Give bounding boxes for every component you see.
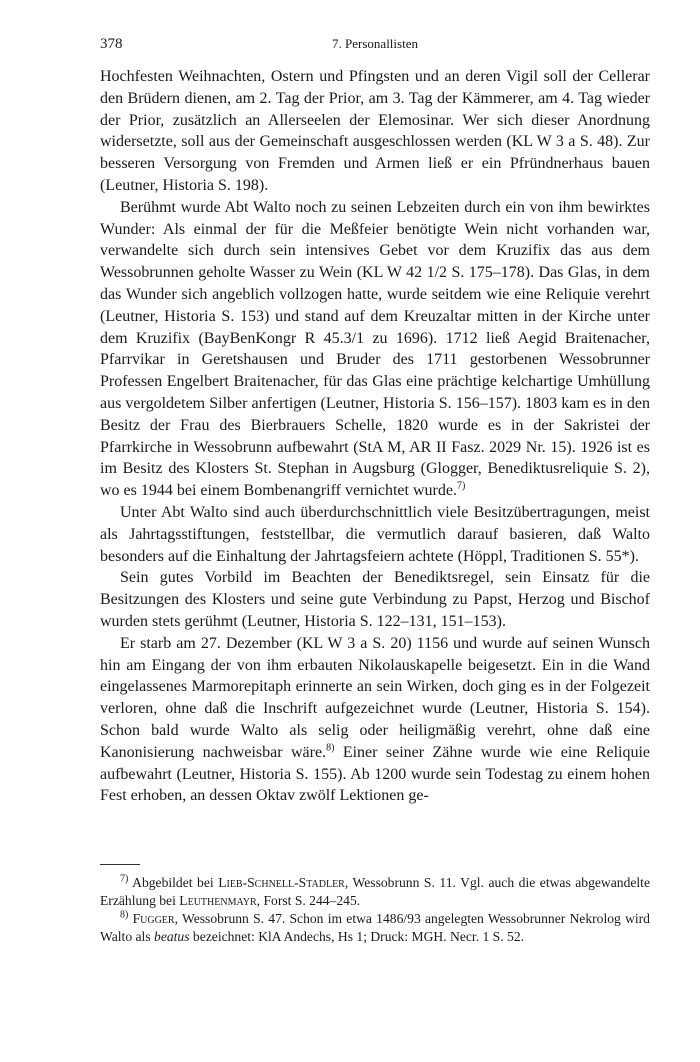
footnote-ref: 8) [326,742,335,754]
paragraph: Er starb am 27. Dezember (KL W 3 a S. 20) 1156 und wurde auf seinen Wunsch hin am Eingang der von ihm erbauten Nikolauskapelle beigesetzt. Ein in die Wand eingelassenes Marmorepitaph erinnerte an sein Wirken, doch ging es in der Folgezeit verloren, ohne daß die Inschrift aufgezeichnet wurde (Leutner, Historia S. 154). Schon bald wurde Walto als selig oder heiligmäßig verehrt, ohne daß eine Kanonisierung nachweisbar wäre.$^{8)}$ Einer seiner Zähne wurde wie eine Reliquie aufbewahrt (Leutner, Historia S. 155). Ab 1200 wurde sein Todestag zu einem hohen Fest erhoben, an dessen Oktav zwölf Lektionen ge- [100,634,651,805]
page-header [100,36,650,56]
emphasis: beatus [154,929,190,944]
footnote-rule [100,864,140,865]
page-number: 378 [100,36,123,52]
body-text [100,66,650,807]
footnote-ref: 7) [456,480,466,492]
author-name: Fugger [132,911,175,926]
running-head: 7. Personallisten [332,36,418,51]
footnotes [100,874,650,946]
footnote: $^{7)}$ Abgebildet bei Lieb-Schnell-Stadler, Wessobrunn S. 11. Vgl. auch die etwas abgewandelte Erzählung bei Leuthenmayr, Forst S. 244–245. [100,873,650,908]
paragraph: Unter Abt Walto sind auch überdurchschnittlich viele Besitzübertragungen, meist als Jahrtagsstiftungen, feststellbar, die vermutlich darauf basieren, daß Walto besonders auf die Einhaltung der Jahrtagsfeiern achtete (Höppl, Traditionen S. 55*). [100,503,650,565]
paragraph: Sein gutes Vorbild im Beachten der Benediktsregel, sein Einsatz für die Besitzungen des Klosters und seine gute Verbindung zu Papst, Herzog und Bischof wurden stets gerühmt (Leutner, Historia S. 122–131, 151–153). [100,569,650,630]
paragraph: Berühmt wurde Abt Walto noch zu seinen Lebzeiten durch ein von ihm bewirktes Wunder: Als einmal der für die Meßfeier benötigte Wein nicht vorhanden war, verwandelte sich durch sein intensives Gebet vor dem Kruzifix das aus dem Wessobrunnen geholte Wasser zu Wein (KL W 42 1/2 S. 175–178). Das Glas, in dem das Wunder sich angeblich vollzogen hatte, wurde seitdem wie eine Reliquie verehrt (Leutner, Historia S. 153) und stand auf dem Kreuzaltar mitten in der Kirche unter dem Kruzifix (BayBenKongr R 45.3/1 zu 1696). 1712 ließ Aegid Braitenacher, Pfarrvikar in Geretshausen und Bruder des 1711 gestorbenen Wessobrunner Professen Engelbert Braitenacher, für das Glas eine prächtige kelchartige Umhüllung aus vergoldetem Silber anfertigen (Leutner, Historia S. 156–157). 1803 kam es in den Besitz der Frau des Bierbrauers Schelle, 1820 wurde es in der Sakristei der Pfarrkirche in Wessobrunn aufbewahrt (StA M, AR II Fasz. 2029 Nr. 15). 1926 ist es im Besitz des Klosters St. Stephan in Augsburg (Glogger, Benediktusreliquie S. 2), wo es 1944 bei einem Bombenangriff vernichtet wurde.$^{7)}$ [100,198,650,500]
author-name: Lieb-Schnell-Stadler [218,875,345,890]
paragraph: Hochfesten Weihnachten, Ostern und Pfingsten und an deren Vigil soll der Cellerar den Brüdern dienen, am 2. Tag der Prior, am 3. Tag der Kämmerer, am 4. Tag wieder der Prior, zusätzlich an Allerseelen der Elemosinar. Wer sich dieser Anordnung widersetzte, soll aus der Gemeinschaft ausgeschlossen werden (KL W 3 a S. 48). Zur besseren Versorgung von Fremden und Armen ließ er ein Pfründnerhaus bauen (Leutner, Historia S. 198). [100,68,650,194]
author-name: Leuthenmayr [179,893,257,908]
footnote: $^{8)}$ Fugger, Wessobrunn S. 47. Schon im etwa 1486/93 angelegten Wessobrunner Nekrolog wird Walto als beatus bezeichnet: KlA Andechs, Hs 1; Druck: MGH. Necr. 1 S. 52. [100,909,650,944]
